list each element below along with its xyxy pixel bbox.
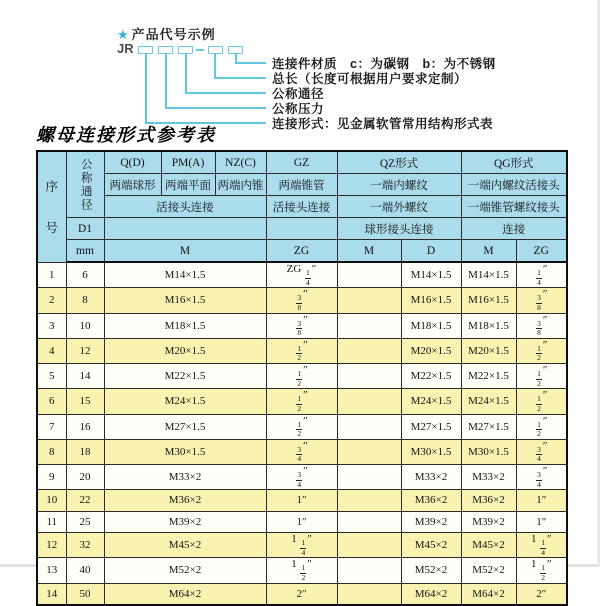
fraction-value: $\frac{1}{2}$ (301, 563, 306, 582)
code-box-4 (208, 46, 223, 54)
star-icon: ★ (117, 27, 130, 42)
table-row (37, 533, 567, 558)
table-cell: M30×1.5 (461, 439, 516, 464)
table-cell: 6 (66, 262, 104, 288)
table-cell: 2″ (266, 583, 337, 605)
qz-description-2: 一端外螺纹 (337, 196, 461, 218)
leader-line-horizontal (214, 77, 266, 79)
table-cell: M39×2 (461, 511, 516, 532)
qd-description: 两端球形 (104, 174, 161, 196)
table-cell: 1 $\frac{1}{4}$ ″ (266, 533, 337, 558)
table-row (37, 439, 567, 464)
table-cell: 20 (66, 465, 104, 490)
zg-column-label: ZG (266, 240, 337, 263)
table-cell (337, 558, 401, 583)
fraction-value: $\frac{1}{2}$ (537, 343, 541, 363)
leader-line-vertical (185, 54, 187, 92)
col-header-seq (37, 151, 66, 262)
fraction-value: $\frac{1}{4}$ (537, 268, 541, 287)
table-cell: 1 $\frac{1}{4}$ ″ (516, 533, 567, 558)
table-cell (337, 288, 401, 313)
fraction-value: $\frac{1}{2}$ (297, 394, 302, 413)
table-cell: M20×1.5 (104, 338, 266, 363)
table-row (37, 414, 567, 439)
fraction-value: $\frac{1}{2}$ (297, 343, 302, 363)
table-cell: 7 (37, 414, 66, 439)
m-column-label: M (104, 240, 266, 263)
code-box-3 (178, 46, 193, 54)
qz-description: 一端内螺纹 (337, 174, 461, 196)
table-cell: 2″ (516, 583, 567, 605)
table-cell: $\frac{1}{2}$ ″ (516, 389, 567, 414)
table-cell: $\frac{3}{4}$ ″ (516, 439, 567, 464)
col-header-gz: GZ (266, 151, 337, 174)
table-header (37, 151, 567, 262)
fraction-value: $\frac{3}{8}$ (297, 318, 302, 338)
fraction-value: $\frac{1}{2}$ (297, 419, 302, 439)
fraction-value: $\frac{1}{4}$ (301, 538, 306, 557)
leader-line-vertical (235, 54, 237, 62)
table-cell (337, 533, 401, 558)
table-cell: 1″ (266, 511, 337, 532)
table-cell: $\frac{1}{4}$ ″ (516, 262, 567, 288)
table-cell: M33×2 (104, 465, 266, 490)
table-cell: M20×1.5 (401, 338, 461, 363)
col-header-qd: Q(D) (104, 151, 161, 174)
table-body (37, 262, 567, 605)
fraction-value: $\frac{1}{2}$ (537, 419, 541, 439)
table-cell: M36×2 (104, 490, 266, 511)
table-cell: M52×2 (401, 558, 461, 583)
table-cell: M36×2 (401, 490, 461, 511)
table-cell: M27×1.5 (461, 414, 516, 439)
leader-line-vertical (165, 54, 167, 107)
table-cell (337, 465, 401, 490)
col-header-qz: QZ形式 (337, 151, 461, 174)
fraction-value: $\frac{3}{8}$ (537, 318, 541, 338)
table-cell: M24×1.5 (461, 389, 516, 414)
nut-connection-table (36, 150, 568, 606)
table-cell: 13 (37, 558, 66, 583)
diagram-label-1: 连接件材质 c：为碳钢 b：为不锈钢 (272, 57, 496, 71)
table-cell: 12 (37, 533, 66, 558)
col-header-qg: QG形式 (461, 151, 567, 174)
empty-cell-gz (266, 218, 337, 240)
table-cell: M22×1.5 (104, 364, 266, 389)
fraction-value: $\frac{3}{4}$ (537, 444, 541, 464)
table-cell: M39×2 (401, 511, 461, 532)
table-cell: 10 (66, 313, 104, 338)
fraction-value: $\frac{3}{4}$ (297, 444, 302, 464)
table-cell: M45×2 (461, 533, 516, 558)
col-header-nzc: NZ(C) (215, 151, 266, 174)
table-cell: 15 (66, 389, 104, 414)
table-row (37, 389, 567, 414)
table-cell: M24×1.5 (401, 389, 461, 414)
table-row (37, 583, 567, 605)
table-cell: M39×2 (104, 511, 266, 532)
leader-line-horizontal (235, 62, 266, 64)
fraction-value: $\frac{1}{2}$ (541, 563, 545, 582)
table-cell: M33×2 (461, 465, 516, 490)
nzc-description: 两端内锥 (215, 174, 266, 196)
table-cell: M22×1.5 (401, 364, 461, 389)
table-cell (337, 262, 401, 288)
table-cell: 1 $\frac{1}{2}$ ″ (266, 558, 337, 583)
table-cell: M24×1.5 (104, 389, 266, 414)
table-cell: $\frac{3}{4}$ ″ (516, 465, 567, 490)
table-cell: M18×1.5 (104, 313, 266, 338)
table-cell: $\frac{3}{8}$ ″ (516, 288, 567, 313)
table-cell: M14×1.5 (104, 262, 266, 288)
qz-d-column-label: D (401, 240, 461, 263)
table-cell: M14×1.5 (461, 262, 516, 288)
table-cell: $\frac{1}{2}$ ″ (516, 414, 567, 439)
table-cell: $\frac{1}{2}$ ″ (516, 364, 567, 389)
table-cell: $\frac{3}{8}$ ″ (266, 288, 337, 313)
table-cell: M14×1.5 (401, 262, 461, 288)
table-cell: $\frac{1}{2}$ ″ (266, 389, 337, 414)
table-cell (337, 389, 401, 414)
table-cell: $\frac{3}{8}$ ″ (516, 313, 567, 338)
seq-char-2: 号 (45, 221, 58, 236)
table-cell: 2 (37, 288, 66, 313)
code-box-2 (158, 46, 173, 54)
table-cell: M45×2 (104, 533, 266, 558)
qg-connection-label: 连接 (461, 218, 567, 240)
table-row (37, 465, 567, 490)
code-box-1 (138, 46, 153, 54)
table-cell: 8 (37, 439, 66, 464)
fraction-value: $\frac{3}{8}$ (297, 293, 302, 312)
table-cell: 1″ (516, 490, 567, 511)
fraction-value: $\frac{3}{4}$ (297, 470, 302, 489)
table-cell: M64×2 (461, 583, 516, 605)
qg-m-column-label: M (461, 240, 516, 263)
table-cell: 4 (37, 338, 66, 363)
table-cell: 1 $\frac{1}{2}$ ″ (516, 558, 567, 583)
table-cell: 5 (37, 364, 66, 389)
table-cell: M27×1.5 (401, 414, 461, 439)
table-cell: 14 (37, 583, 66, 605)
qg-description: 一端内螺纹活接头 (461, 174, 567, 196)
table-cell: M52×2 (461, 558, 516, 583)
table-cell: 9 (37, 465, 66, 490)
table-cell: M22×1.5 (461, 364, 516, 389)
table-row (37, 490, 567, 511)
page-title: 螺母连接形式参考表 (36, 125, 216, 145)
fraction-value: $\frac{1}{2}$ (537, 394, 541, 413)
table-cell: $\frac{3}{4}$ ″ (266, 439, 337, 464)
fraction-value: $\frac{1}{2}$ (297, 369, 302, 388)
code-box-5 (228, 46, 243, 54)
table-cell: M52×2 (104, 558, 266, 583)
fraction-value: $\frac{1}{2}$ (537, 369, 541, 388)
table-cell: $\frac{3}{8}$ ″ (266, 313, 337, 338)
table-cell: $\frac{1}{2}$ ″ (516, 338, 567, 363)
bore-vertical-label: 公称通径 (79, 157, 92, 212)
table-cell: M36×2 (461, 490, 516, 511)
table-row (37, 511, 567, 532)
d1-label: D1 (66, 218, 104, 240)
table-cell: M16×1.5 (461, 288, 516, 313)
table-cell: 11 (37, 511, 66, 532)
table-cell (337, 338, 401, 363)
diagram-label-5: 连接形式：见金属软管常用结构形式表 (272, 117, 494, 131)
union-connection-label: 活接头连接 (104, 196, 266, 218)
table-cell: M30×1.5 (104, 439, 266, 464)
table-row (37, 558, 567, 583)
table-cell: M16×1.5 (401, 288, 461, 313)
table-cell (337, 313, 401, 338)
table-cell (337, 583, 401, 605)
fraction-value: $\frac{1}{4}$ (541, 538, 545, 557)
table-cell: ZG $\frac{1}{4}$ ″ (266, 262, 337, 288)
table-cell (337, 414, 401, 439)
diagram-label-2: 总长（长度可根据用户要求定制） (272, 72, 468, 86)
code-dash (196, 49, 204, 51)
qz-connection-label: 球形接头连接 (337, 218, 461, 240)
seq-char-1: 序 (45, 180, 58, 195)
diagram-heading-label: 产品代号示例 (131, 27, 216, 42)
table-cell: 40 (66, 558, 104, 583)
table-cell (337, 490, 401, 511)
table-cell: 3 (37, 313, 66, 338)
table-cell: M45×2 (401, 533, 461, 558)
table-cell: 18 (66, 439, 104, 464)
gz-connection-label: 活接头连接 (266, 196, 337, 218)
fraction-value: $\frac{3}{8}$ (537, 293, 541, 312)
table-cell (337, 364, 401, 389)
qg-zg-column-label: ZG (516, 240, 567, 263)
fraction-value: $\frac{3}{4}$ (537, 470, 541, 489)
table-row (37, 313, 567, 338)
table-cell: 1″ (266, 490, 337, 511)
table-cell: M30×1.5 (401, 439, 461, 464)
leader-line-vertical (145, 54, 147, 122)
table-cell: 32 (66, 533, 104, 558)
table-row (37, 338, 567, 363)
table-cell: M27×1.5 (104, 414, 266, 439)
table-cell: M18×1.5 (401, 313, 461, 338)
table-cell: $\frac{1}{2}$ ″ (266, 364, 337, 389)
table-cell: M20×1.5 (461, 338, 516, 363)
diagram-label-3: 公称通径 (272, 87, 325, 101)
table-cell: 22 (66, 490, 104, 511)
table-cell: 12 (66, 338, 104, 363)
table-row (37, 288, 567, 313)
col-header-bore (66, 151, 104, 218)
product-code-prefix: JR (117, 41, 134, 56)
table-cell: 14 (66, 364, 104, 389)
qg-description-2: 一端锥管螺纹接头 (461, 196, 567, 218)
leader-line-horizontal (165, 107, 266, 109)
table-row (37, 364, 567, 389)
qz-m-column-label: M (337, 240, 401, 263)
table-cell: 25 (66, 511, 104, 532)
col-header-pma: PM(A) (161, 151, 215, 174)
gz-description: 两端锥管 (266, 174, 337, 196)
table-row (37, 262, 567, 288)
pma-description: 两端平面 (161, 174, 215, 196)
table-cell: 6 (37, 389, 66, 414)
table-cell (337, 439, 401, 464)
table-cell: M16×1.5 (104, 288, 266, 313)
table-cell: $\frac{3}{4}$ ″ (266, 465, 337, 490)
table-cell: $\frac{1}{2}$ ″ (266, 414, 337, 439)
table-cell: M18×1.5 (461, 313, 516, 338)
table-cell: 8 (66, 288, 104, 313)
table-cell: 1 (37, 262, 66, 288)
empty-cell-m-area (104, 218, 266, 240)
unit-mm-label: mm (66, 240, 104, 263)
table-cell: $\frac{1}{2}$ ″ (266, 338, 337, 363)
table-cell: M64×2 (104, 583, 266, 605)
table-cell: 1″ (516, 511, 567, 532)
table-cell: M33×2 (401, 465, 461, 490)
table-cell (337, 511, 401, 532)
fraction-value: $\frac{1}{4}$ (306, 268, 310, 287)
table-cell: 10 (37, 490, 66, 511)
table-cell: M64×2 (401, 583, 461, 605)
diagram-label-4: 公称压力 (272, 102, 325, 116)
leader-line-horizontal (185, 92, 266, 94)
leader-line-vertical (214, 54, 216, 77)
table-cell: 16 (66, 414, 104, 439)
table-cell: 50 (66, 583, 104, 605)
